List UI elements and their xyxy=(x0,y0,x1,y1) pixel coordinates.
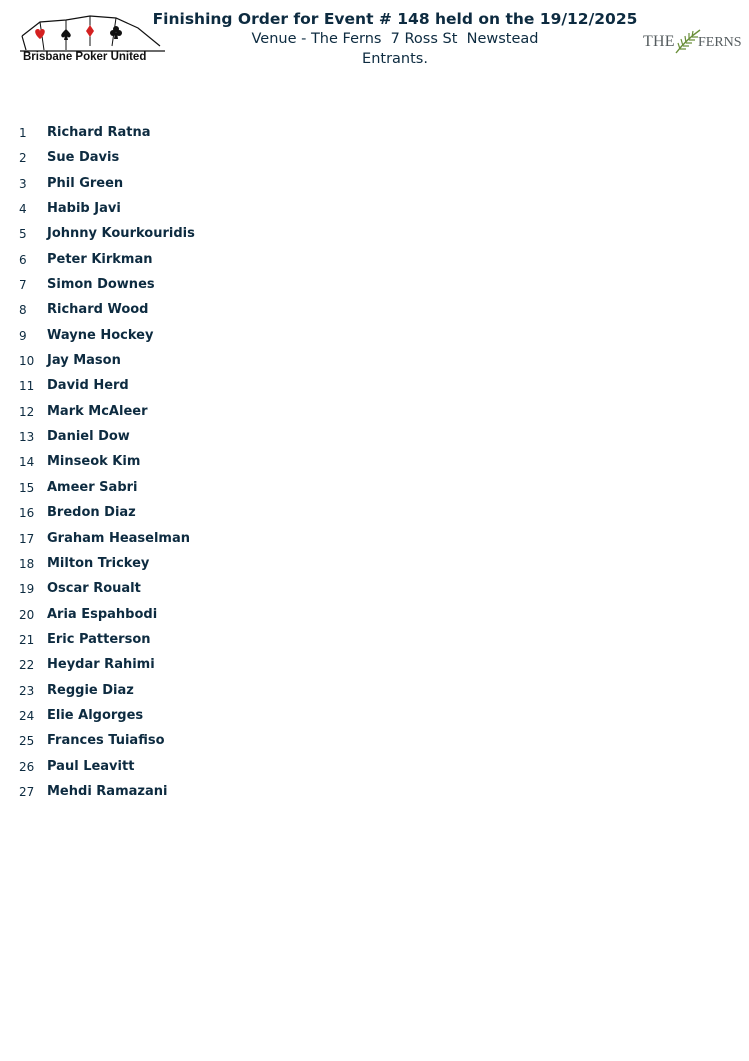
list-item xyxy=(0,605,749,630)
list-item xyxy=(0,757,749,782)
list-item xyxy=(0,681,749,706)
player-name: Mark McAleer xyxy=(47,403,148,419)
list-item xyxy=(0,706,749,731)
list-item xyxy=(0,402,749,427)
player-name: Jay Mason xyxy=(47,353,121,369)
brisbane-poker-united-logo xyxy=(20,10,165,70)
logo-the-text: THE xyxy=(643,33,675,50)
list-item xyxy=(0,579,749,604)
finish-position: 21 xyxy=(19,632,35,647)
finish-position: 15 xyxy=(19,480,35,495)
finish-position: 18 xyxy=(19,556,35,571)
player-name: Bredon Diaz xyxy=(47,505,136,521)
player-name: Sue Davis xyxy=(47,150,120,166)
finishing-order-list xyxy=(0,123,749,807)
list-item xyxy=(0,376,749,401)
player-name: Richard Wood xyxy=(47,302,149,318)
player-name: Habib Javi xyxy=(47,201,121,217)
list-item xyxy=(0,224,749,249)
player-name: David Herd xyxy=(47,378,129,394)
page-header xyxy=(150,9,640,69)
the-ferns-logo xyxy=(642,27,740,57)
list-item xyxy=(0,452,749,477)
finish-position: 5 xyxy=(19,227,27,242)
player-name: Eric Patterson xyxy=(47,631,151,647)
finish-position: 19 xyxy=(19,582,35,597)
list-item xyxy=(0,782,749,807)
player-name: Frances Tuiafiso xyxy=(47,733,165,749)
finish-position: 23 xyxy=(19,683,35,698)
finish-position: 16 xyxy=(19,506,35,521)
finish-position: 26 xyxy=(19,759,35,774)
list-item xyxy=(0,300,749,325)
finish-position: 1 xyxy=(19,126,27,140)
list-item xyxy=(0,503,749,528)
list-item xyxy=(0,250,749,275)
list-item xyxy=(0,529,749,554)
player-name: Milton Trickey xyxy=(47,555,150,571)
finish-position: 14 xyxy=(19,455,35,470)
finish-position: 6 xyxy=(19,252,27,267)
player-name: Daniel Dow xyxy=(47,429,130,445)
list-item xyxy=(0,655,749,680)
venue-line: Venue - The Ferns 7 Ross St Newstead xyxy=(251,31,539,47)
player-name: Reggie Diaz xyxy=(47,682,134,698)
finish-position: 9 xyxy=(19,328,27,343)
finish-position: 27 xyxy=(19,784,35,799)
finish-position: 4 xyxy=(19,202,27,217)
list-item xyxy=(0,478,749,503)
finish-position: 8 xyxy=(19,303,27,318)
player-name: Minseok Kim xyxy=(47,454,141,470)
player-name: Wayne Hockey xyxy=(47,327,154,343)
finish-position: 13 xyxy=(19,430,35,445)
list-item xyxy=(0,554,749,579)
list-item xyxy=(0,123,749,148)
finish-position: 24 xyxy=(19,708,35,723)
player-name: Aria Espahbodi xyxy=(47,606,158,622)
list-item xyxy=(0,731,749,756)
player-name: Simon Downes xyxy=(47,277,155,293)
list-item xyxy=(0,351,749,376)
player-name: Elie Algorges xyxy=(47,707,144,723)
player-name: Peter Kirkman xyxy=(47,251,153,267)
player-name: Mehdi Ramazani xyxy=(47,783,168,799)
list-item xyxy=(0,148,749,173)
finish-position: 22 xyxy=(19,658,35,673)
finish-position: 12 xyxy=(19,404,35,419)
logo-ferns-text: FERNS xyxy=(698,35,742,50)
finish-position: 10 xyxy=(19,354,35,369)
player-name: Johnny Kourkouridis xyxy=(47,226,195,242)
finish-position: 17 xyxy=(19,531,35,546)
page-subtitle: Entrants. xyxy=(362,51,428,67)
playing-cards-icon xyxy=(20,10,165,54)
player-name: Phil Green xyxy=(47,175,124,191)
player-name: Graham Heaselman xyxy=(47,530,191,546)
player-name: Oscar Roualt xyxy=(47,581,141,597)
list-item xyxy=(0,326,749,351)
finish-position: 3 xyxy=(19,176,27,191)
list-item xyxy=(0,630,749,655)
list-item xyxy=(0,199,749,224)
list-item xyxy=(0,427,749,452)
player-name: Heydar Rahimi xyxy=(47,657,155,673)
player-name: Ameer Sabri xyxy=(47,479,138,495)
list-item xyxy=(0,275,749,300)
player-name: Paul Leavitt xyxy=(47,758,135,774)
page-title: Finishing Order for Event # 148 held on the 19/12/2025 xyxy=(152,10,638,28)
finish-position: 2 xyxy=(19,151,27,166)
finish-position: 20 xyxy=(19,607,35,622)
finish-position: 11 xyxy=(19,379,35,394)
finish-position: 25 xyxy=(19,734,35,749)
player-name: Richard Ratna xyxy=(47,125,151,140)
finish-position: 7 xyxy=(19,278,27,293)
list-item xyxy=(0,174,749,199)
logo-brand-text: Brisbane Poker United xyxy=(23,51,147,63)
